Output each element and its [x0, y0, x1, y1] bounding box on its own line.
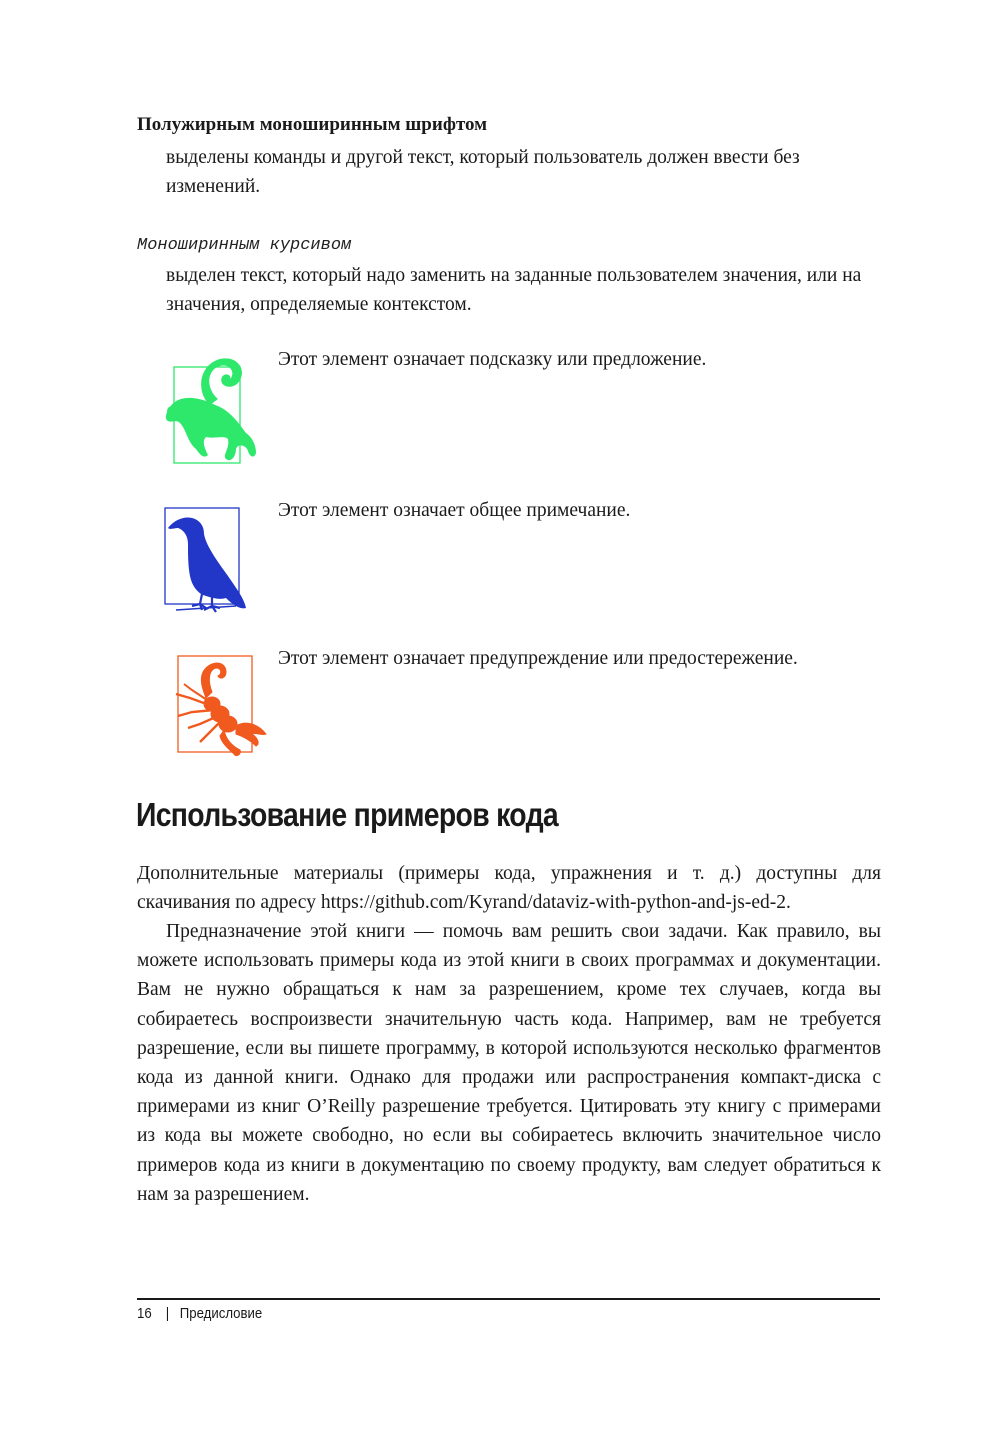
tip-note	[162, 349, 892, 465]
general-note	[162, 500, 892, 616]
warning-note	[162, 648, 892, 764]
bold-mono-term: Полужирным моноширинным шрифтом	[137, 114, 488, 135]
paragraph-downloads: Дополнительные материалы (примеры кода, упражнения и т. д.) доступны для скачивания по адресу https://github.com/Kyrand/dataviz-with-python-and-js-ed-2.	[137, 863, 881, 914]
lemur-icon	[162, 355, 274, 467]
crow-icon	[162, 506, 274, 618]
warning-note-text: Этот элемент означает предупреждение или предостережение.	[278, 648, 798, 669]
page-number: 16	[137, 1305, 152, 1322]
general-note-text: Этот элемент означает общее примечание.	[278, 500, 631, 521]
tip-note-text: Этот элемент означает подсказку или предложение.	[278, 349, 707, 370]
footer-separator: |	[165, 1305, 170, 1322]
bold-mono-description: выделены команды и другой текст, который пользователь должен ввести без изменений.	[166, 147, 800, 197]
italic-mono-term: Моноширинным курсивом	[137, 236, 352, 255]
page-footer	[137, 1305, 262, 1322]
chapter-name: Предисловие	[179, 1305, 263, 1322]
section-title: Использование примеров кода	[136, 796, 559, 833]
italic-mono-description: выделен текст, который надо заменить на заданные пользователем значения, или на значения, определяемые контекстом.	[166, 265, 862, 315]
footer-divider	[137, 1298, 880, 1300]
scorpion-icon	[162, 654, 274, 766]
paragraph-usage-permissions: Предназначение этой книги — помочь вам решить свои задачи. Как правило, вы можете использовать примеры кода из этой книги в своих программах и документации. Вам не нужно обращаться к нам за разрешением, кроме тех случаев, когда вы собираетесь воспроизвести значительную часть кода. Например, вам не требуется разрешение, если вы пишете программу, в которой используются несколько фрагментов кода из данной книги. Однако для продажи или распространения компакт-диска с примерами из книг O’Reilly разрешение требуется. Цитировать эту книгу с примерами из кода вы можете свободно, но если вы собираетесь включить значительное число примеров кода из книги в документацию по своему продукту, вам следует обратиться к нам за разрешением.	[137, 921, 881, 1205]
